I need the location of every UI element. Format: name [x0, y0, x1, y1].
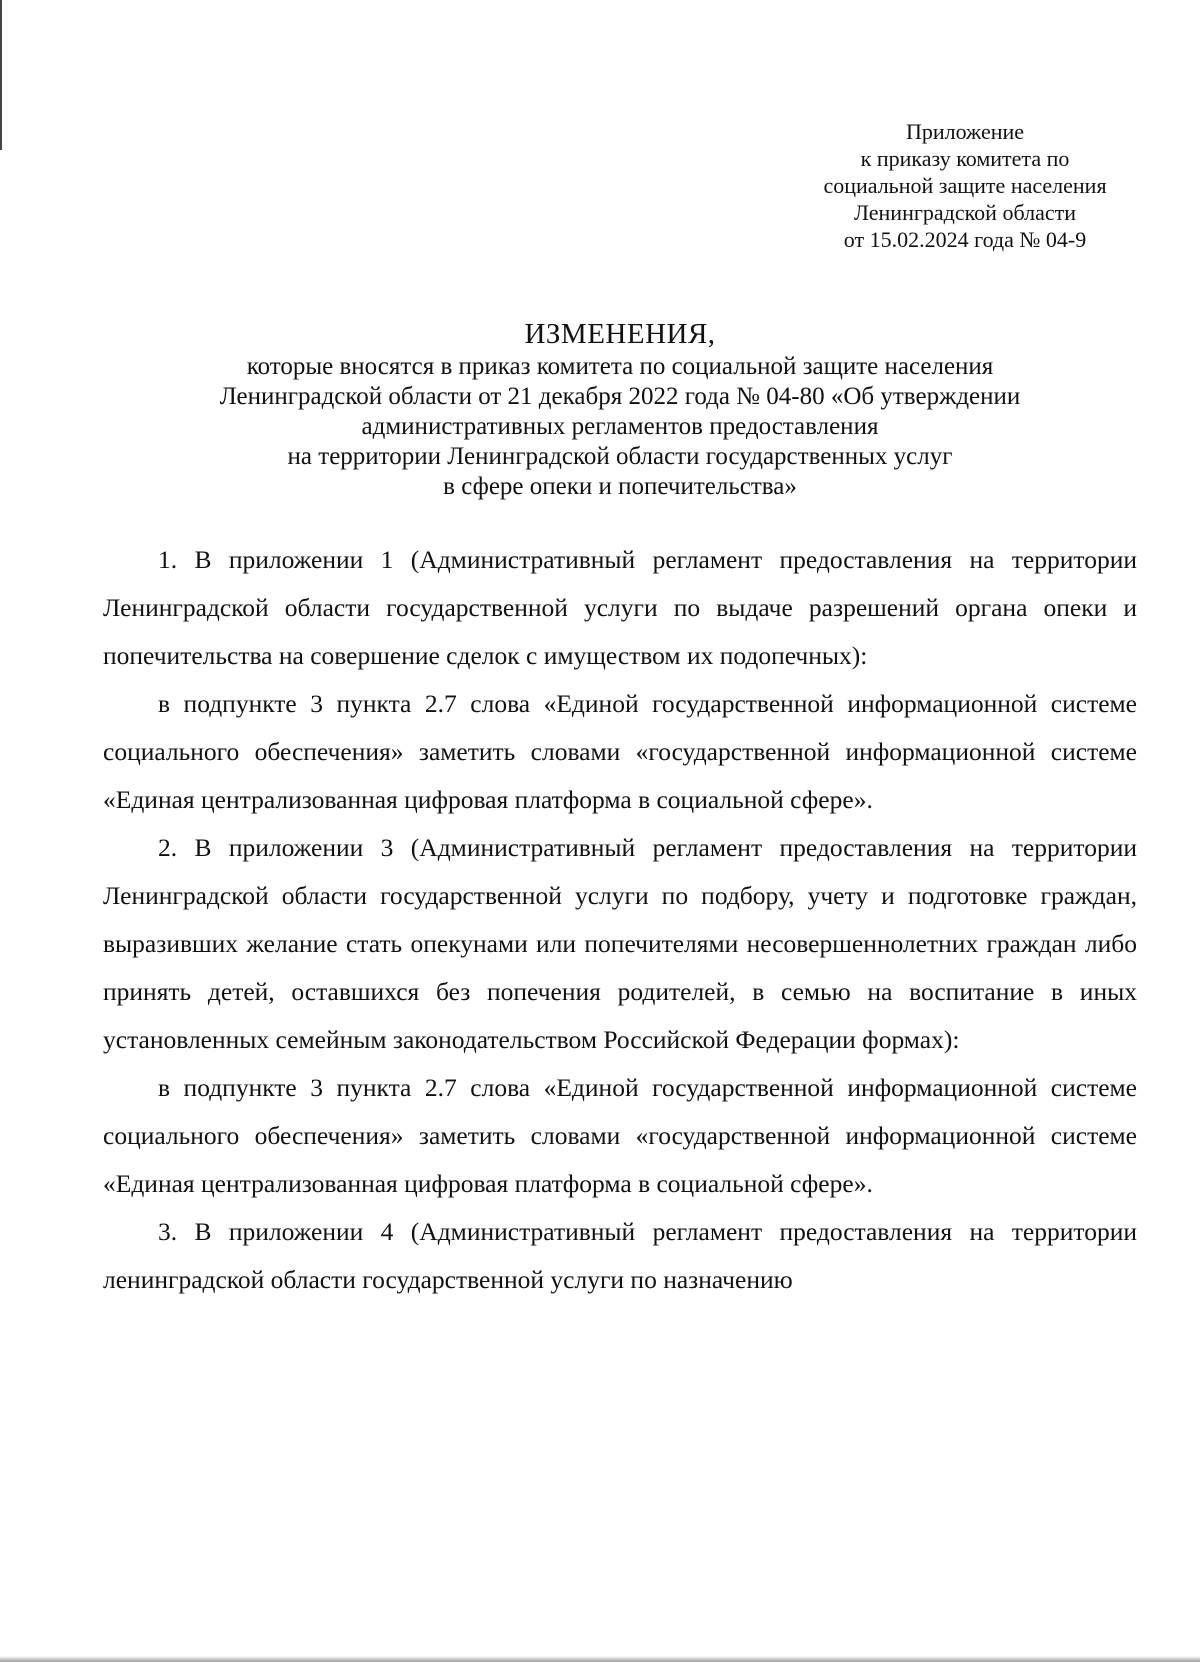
paragraph-1: 1. В приложении 1 (Административный регламент предоставления на территории Ленинградской области государственной услуги по выдаче разрешений органа опеки и попечительства на совершение сделок с имуществом их подопечных): — [103, 545, 1137, 670]
appendix-line-4: Ленинградской области — [854, 200, 1076, 225]
title-line-5: в сфере опеки и попечительства» — [443, 473, 797, 500]
paragraph-3: 2. В приложении 3 (Административный регламент предоставления на территории Ленинградской области государственной услуги по подбору, учету и подготовке граждан, выразивших желание стать опекунами или попечителями несовершеннолетних граждан либо принять детей, оставшихся без попечения родителей, в семью на воспитание в иных установленных семейным законодательством Российской Федерации формах): — [103, 833, 1137, 1054]
appendix-line-2: к приказу комитета по — [860, 146, 1070, 171]
scan-edge-bottom — [0, 1656, 1200, 1662]
title-line-3: административных регламентов предоставления — [361, 413, 879, 440]
title-heading: ИЗМЕНЕНИЯ, — [524, 318, 716, 350]
appendix-header — [790, 118, 1140, 253]
title-line-4: на территории Ленинградской области государственных услуг — [287, 443, 953, 470]
paragraph-4: в подпункте 3 пункта 2.7 слова «Единой государственной информационной системе социального обеспечения» заметить словами «государственной информационной системе «Единая централизованная цифровая платформа в социальной сфере». — [103, 1073, 1137, 1198]
paragraph-2: в подпункте 3 пункта 2.7 слова «Единой государственной информационной системе социального обеспечения» заметить словами «государственной информационной системе «Единая централизованная цифровая платформа в социальной сфере». — [103, 689, 1137, 814]
document-title — [100, 316, 1140, 502]
scan-edge-left — [0, 0, 2, 150]
appendix-line-3: социальной защите населения — [823, 173, 1107, 198]
appendix-line-1: Приложение — [905, 119, 1025, 144]
title-line-2: Ленинградской области от 21 декабря 2022 года № 04-80 «Об утверждении — [219, 383, 1021, 410]
paragraph-5: 3. В приложении 4 (Административный регламент предоставления на территории ленинградской области государственной услуги по назначению — [103, 1217, 1137, 1294]
document-body — [103, 536, 1137, 1304]
title-line-1: которые вносятся в приказ комитета по социальной защите населения — [246, 353, 994, 380]
appendix-line-5: от 15.02.2024 года № 04-9 — [843, 227, 1087, 252]
